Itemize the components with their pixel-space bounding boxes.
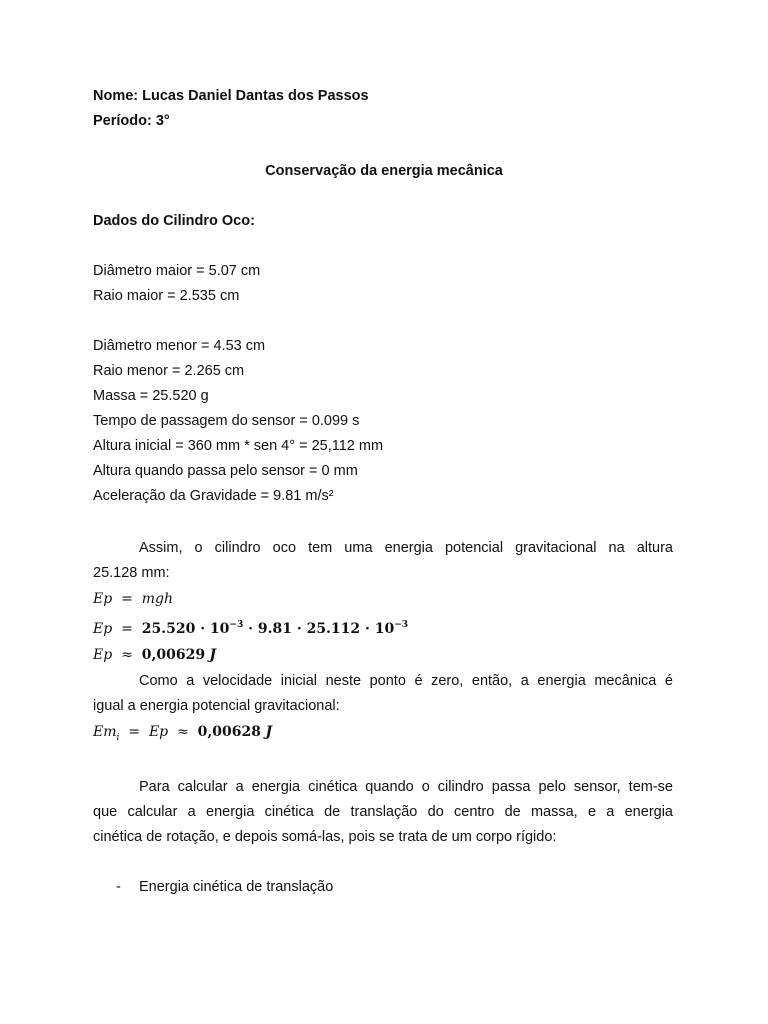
eq3-approx: ≈ xyxy=(121,647,133,663)
eq4-subscript: i xyxy=(116,733,120,743)
bullet-marker: - xyxy=(116,879,121,895)
eq2-exponent-1: −3 xyxy=(229,620,244,630)
paragraph-1-line-2: 25.128 mm: xyxy=(93,565,170,581)
paragraph-3-line-1: Para calcular a energia cinética quando o cilindro passa pelo sensor, tem-se xyxy=(139,779,673,795)
eq2-lhs: Ep xyxy=(93,621,113,637)
eq1-lhs: Ep xyxy=(93,591,113,607)
equation-ep-result xyxy=(93,646,216,664)
student-name: Nome: Lucas Daniel Dantas dos Passos xyxy=(93,88,369,104)
data-line-mass: Massa = 25.520 g xyxy=(93,388,209,404)
eq4-equals: = xyxy=(128,724,141,740)
data-line-outer-diameter: Diâmetro maior = 5.07 cm xyxy=(93,263,261,279)
eq2-factor-b: · 9.81 · 25.112 · 10 xyxy=(243,621,395,637)
data-line-sensor-height: Altura quando passa pelo sensor = 0 mm xyxy=(93,463,358,479)
paragraph-2-line-1: Como a velocidade inicial neste ponto é zero, então, a energia mecânica é xyxy=(139,673,673,689)
eq4-value: 0,00628 xyxy=(197,724,261,740)
equation-ep-mgh xyxy=(93,590,173,608)
eq4-approx: ≈ xyxy=(177,724,189,740)
data-line-sensor-time: Tempo de passagem do sensor = 0.099 s xyxy=(93,413,360,429)
eq3-lhs: Ep xyxy=(93,647,113,663)
data-line-initial-height: Altura inicial = 360 mm * sen 4° = 25,112 mm xyxy=(93,438,384,454)
section-heading: Dados do Cilindro Oco: xyxy=(93,213,255,229)
bullet-item-translation-energy: Energia cinética de translação xyxy=(139,879,334,895)
data-line-outer-radius: Raio maior = 2.535 cm xyxy=(93,288,240,304)
eq2-exponent-2: −3 xyxy=(394,620,409,630)
data-line-gravity: Aceleração da Gravidade = 9.81 m/s² xyxy=(93,488,334,504)
eq3-unit: J xyxy=(209,647,217,663)
paragraph-1-line-1: Assim, o cilindro oco tem uma energia potencial gravitacional na altura xyxy=(139,540,673,556)
eq4-unit: J xyxy=(265,724,273,740)
paragraph-3-line-3: cinética de rotação, e depois somá-las, pois se trata de um corpo rígido: xyxy=(93,829,557,845)
eq1-rhs: mgh xyxy=(141,591,173,607)
data-line-inner-radius: Raio menor = 2.265 cm xyxy=(93,363,245,379)
eq2-factor-a: 25.520 · 10 xyxy=(141,621,230,637)
student-period: Período: 3° xyxy=(93,113,170,129)
paragraph-3-line-2: que calcular a energia cinética de translação do centro de massa, e a energia xyxy=(93,804,673,820)
equation-ep-numeric xyxy=(93,620,408,638)
eq1-equals: = xyxy=(121,591,133,607)
eq4-em: Em xyxy=(93,724,117,740)
data-line-inner-diameter: Diâmetro menor = 4.53 cm xyxy=(93,338,266,354)
eq3-value: 0,00629 xyxy=(141,647,206,663)
eq4-ep: Ep xyxy=(148,724,169,740)
eq2-equals: = xyxy=(121,621,133,637)
equation-em-initial xyxy=(93,723,272,741)
paragraph-2-line-2: igual a energia potencial gravitacional: xyxy=(93,698,340,714)
document-title: Conservação da energia mecânica xyxy=(265,163,503,179)
